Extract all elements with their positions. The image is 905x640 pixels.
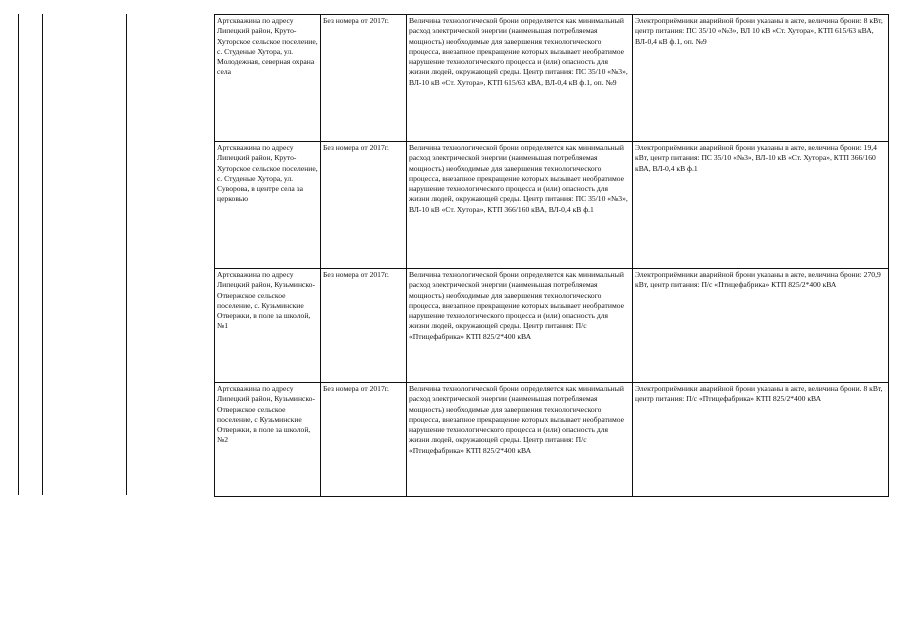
object-cell: Артскважина по адресу Липецкий район, Круто-Хуторское сельское поселение, с. Студеные Хутора, ул. Молодежная, северная охрана села [215,15,321,142]
left-margin-line-3 [126,14,127,495]
act-cell: Без номера от 2017г. [321,269,407,383]
emergency-reserve-cell: Электроприёмники аварийной брони указаны в акте, величина брони: 270,9 кВт, центр питания: П/с «Птицефабрика» КТП 825/2*400 кВА [633,269,889,383]
table-row [215,15,889,142]
emergency-reserve-cell: Электроприёмники аварийной брони указаны в акте, величина брони. 8 кВт, центр питания: П/с «Птицефабрика» КТП 825/2*400 кВА [633,383,889,497]
object-cell: Артскважина по адресу Липецкий район, Круто-Хуторское сельское поселение, с. Студеные Хутора, ул. Суворова, в центре села за церковью [215,142,321,269]
justification-cell: Величина технологической брони определяется как минимальный расход электрической энергии (наименьшая потребляемая мощность) необходимые для завершения технологического процесса, внезапное прекращение которых вызывает необратимое нарушение технологического процесса и (или) опасность для жизни людей, окружающей среды. Центр питания: П/с «Птицефабрика» КТП 825/2*400 кВА [407,269,633,383]
emergency-reserve-cell: Электроприёмники аварийной брони указаны в акте, величина брони: 8 кВт, центр питания: ПС 35/10 «№3», ВЛ 10 кВ «Ст. Хутора», КТП 615/63 кВА, ВЛ-0,4 кВ ф.1, оп. №9 [633,15,889,142]
table-row [215,383,889,497]
table-row [215,269,889,383]
act-cell: Без номера от 2017г. [321,383,407,497]
object-cell: Артскважина по адресу Липецкий район, Кузьминско-Отвержское сельское поселение, с. Кузьминские Отвержки, в поле за школой, №1 [215,269,321,383]
reservation-table [214,14,889,497]
justification-cell: Величина технологической брони определяется как минимальный расход электрической энергии (наименьшая потребляемая мощность) необходимые для завершения технологического процесса, внезапное прекращение которых вызывает необратимое нарушение технологического процесса и (или) опасность для жизни людей, окружающей среды. Центр питания: П/с «Птицефабрика» КТП 825/2*400 кВА [407,383,633,497]
justification-cell: Величина технологической брони определяется как минимальный расход электрической энергии (наименьшая потребляемая мощность) необходимые для завершения технологического процесса, внезапное прекращение которых вызывает необратимое нарушение технологического процесса и (или) опасность для жизни людей, окружающей среды. Центр питания: ПС 35/10 «№3», ВЛ-10 кВ «Ст. Хутора», КТП 615/63 кВА, ВЛ-0,4 кВ ф.1, оп. №9 [407,15,633,142]
act-cell: Без номера от 2017г. [321,142,407,269]
emergency-reserve-cell: Электроприёмники аварийной брони указаны в акте, величина брони: 19,4 кВт, центр питания: ПС 35/10 «№3», ВЛ-10 кВ «Ст. Хутора», КТП 366/160 кВА, ВЛ-0,4 кВ ф.1 [633,142,889,269]
justification-cell: Величина технологической брони определяется как минимальный расход электрической энергии (наименьшая потребляемая мощность) необходимые для завершения технологического процесса, внезапное прекращение которых вызывает необратимое нарушение технологического процесса и (или) опасность для жизни людей, окружающей среды. Центр питания: ПС 35/10 «№3», ВЛ-10 кВ «Ст. Хутора», КТП 366/160 кВА, ВЛ-0,4 кВ ф.1 [407,142,633,269]
object-cell: Артскважина по адресу Липецкий район, Кузьминско-Отвержское сельское поселение, с Кузьминские Отвержки, в поле за школой, №2 [215,383,321,497]
table-row [215,142,889,269]
act-cell: Без номера от 2017г. [321,15,407,142]
left-margin-line-2 [42,14,43,495]
left-margin-line-1 [18,14,19,495]
